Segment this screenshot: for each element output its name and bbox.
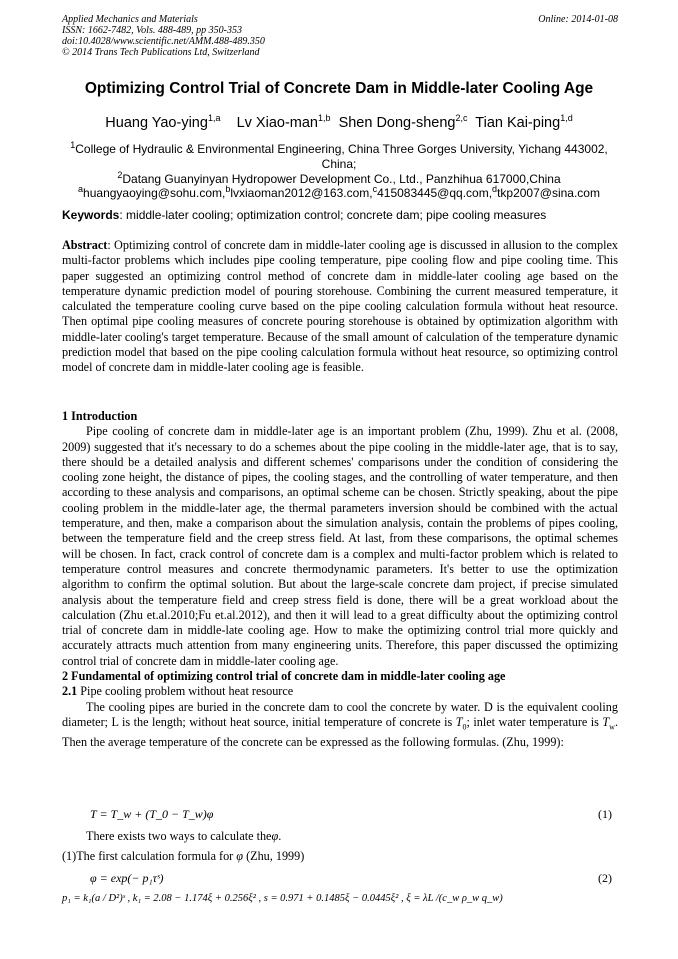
two-ways-line [62, 829, 618, 844]
equation-number: (2) [598, 871, 612, 885]
affiliation-text: College of Hydraulic & Environmental Engineering, China Three Gorges University, Yichang 443002, China; [75, 142, 608, 171]
equation-2 [62, 871, 618, 889]
abstract-text: : Optimizing control of concrete dam in middle-later cooling age is discussed in allusion to the complex multi-factor problems which includes pipe cooling temperature, pipe cooling flow and pipe cooling time. This paper suggested an optimizing control method of concrete dam in middle-later cooling age based on the temperature dynamic prediction model of pouring storehouse. Combining the current measured temperature, it calculated the temperature cooling curve based on the pipe cooling calculation formula without heat resource. Then optimal pipe cooling measures of concrete pouring storehouse is obtained by optimization algorithm with middle-later cooling's target temperature. Because of the small amount of calculation of the temperature dynamic prediction model that based on the pipe cooling calculation formula without heat resource, so optimizing control model of concrete dam in middle-later cooling age is feasible. [62, 238, 618, 375]
doi-line: doi:10.4028/www.scientific.net/AMM.488-489.350 [62, 36, 265, 47]
symbol-T: T [602, 714, 610, 729]
equation-body: p₁ = k₁(a / D²)ˢ , k₁ = 2.08 − 1.174ξ + 0.256ξ² , s = 0.971 + 0.1485ξ − 0.0445ξ² , ξ = λL /(c_w ρ_w q_w) [62, 893, 503, 904]
first-calc-line [62, 849, 618, 864]
section-heading-introduction: 1 Introduction [62, 409, 138, 423]
author-sup: 1,d [560, 113, 573, 123]
email-link[interactable]: 415083445@qq.com, [377, 186, 493, 200]
affiliation-sup: 1 [70, 140, 76, 150]
author-list [40, 113, 638, 131]
author-name: Shen Dong-sheng [338, 114, 456, 131]
section-2-1-paragraph [62, 700, 618, 750]
email-sup: d [492, 184, 498, 194]
equation-1 [62, 807, 618, 825]
abstract-label: Abstract [62, 238, 108, 252]
subsection-title: Pipe cooling problem without heat resource [77, 684, 294, 699]
affiliation-sup: 2 [117, 170, 123, 180]
keywords-text: : middle-later cooling; optimization control; concrete dam; pipe cooling measures [119, 208, 547, 222]
email-sup: c [372, 184, 378, 194]
section-heading-2: 2 Fundamental of optimizing control trial of concrete dam in middle-later cooling age [62, 669, 506, 684]
online-date: Online: 2014-01-08 [538, 14, 618, 25]
author-name: Huang Yao-ying [105, 114, 208, 131]
paragraph-text: The cooling pipes are buried in the concrete dam to cool the concrete by water. D is the equivalent cooling diameter; L is the length; without heat source, initial temperature of concrete is [62, 699, 618, 729]
running-header [62, 14, 618, 58]
equation-3 [62, 893, 618, 904]
symbol-phi: φ [236, 849, 244, 863]
abstract [62, 238, 618, 376]
journal-name: Applied Mechanics and Materials [62, 14, 198, 25]
keywords-label: Keywords [62, 208, 120, 222]
equation-number: (1) [598, 807, 612, 821]
symbol-T: T [455, 714, 463, 729]
email-link[interactable]: lvxiaoman2012@163.com, [230, 186, 373, 200]
email-sup: b [225, 184, 231, 194]
issn-line: ISSN: 1662-7482, Vols. 488-489, pp 350-353 [62, 25, 242, 36]
paragraph-text: . Then the average temperature of the concrete can be expressed as the following formulas. (Zhu, 1999): [62, 714, 618, 749]
subsection-heading-2-1 [62, 684, 618, 699]
affiliation-text: Datang Guanyinyan Hydropower Development Co., Ltd., Panzhihua 617000,China [122, 172, 561, 186]
author-sup: 1,b [317, 113, 331, 123]
paragraph-text: There exists two ways to calculate the [86, 829, 272, 843]
email-line [40, 182, 638, 201]
paragraph-text: . [278, 829, 282, 843]
author-sup: 2,c [455, 113, 468, 123]
paper-title: Optimizing Control Trial of Concrete Dam in Middle-later Cooling Age [84, 80, 594, 97]
author-name: Tian Kai-ping [475, 114, 561, 131]
author-sup: 1,a [207, 113, 221, 123]
email-link[interactable]: tkp2007@sina.com [497, 186, 600, 200]
symbol-sub: w [609, 722, 615, 732]
symbol-phi: φ [271, 829, 279, 843]
email-sup: a [78, 184, 84, 194]
introduction-paragraph: Pipe cooling of concrete dam in middle-later age is an important problem (Zhu, 1999). Zhu et al. (2008, 2009) suggested that it's necessary to do a schemes about the pipe cooling in the middle-later age, that is to say, there should be a detailed analysis and different schemes' comparisons under the condition of considering the cooling zone height, the distance of pipes, the cooling stages, and the controlling of water temperature, and then according to these analysis and comparisons, an optimal scheme can be chosen. Strictly speaking, about the pipe cooling problem in the middle-later age, the thermal parameters inversion should be combined with the actual temperature, and then, make a comparison about the simulation analysis, contain the problems of pipes cooling, between the temperature field and the creep stress field. At last, from these comparisons, the optimal schemes will be chosen. In fact, crack control of concrete dam is a complex and multi-factor problem which is related to temperature control measures and concrete thermodynamic parameters. It's better to use the optimization algorithm to confirm the optimal solution. But about the large-scale concrete dam project, if precise simulated analysis about the temperature field and creep stress field is done, there will be a great workload about the calculation (Zhu et.al.2010;Fu et.al.2012), and then it will lead to a great difficulty about the optimizing control trial of concrete dam in middle-late cooling age. How to make the optimizing control trial more quickly and accurately attracts much attention from many engineering units. Therefore, this paper discussed the optimizing control trial of concrete dam in middle-later cooling age. [62, 424, 618, 668]
paragraph-text: (Zhu, 1999) [243, 849, 305, 863]
symbol-sub: 0 [462, 722, 467, 732]
copyright-line: © 2014 Trans Tech Publications Ltd, Switzerland [62, 47, 260, 58]
keywords [62, 208, 618, 222]
affiliation-1 [60, 138, 618, 172]
introduction-section [62, 409, 618, 750]
equation-body: φ = exp(− p₁τˢ) [90, 871, 164, 885]
equation-body: T = T_w + (T_0 − T_w)φ [90, 807, 214, 821]
subsection-number: 2.1 [62, 684, 78, 699]
paragraph-text: (1)The first calculation formula for [62, 849, 237, 863]
author-name: Lv Xiao-man [236, 114, 318, 131]
paragraph-text: ; inlet water temperature is [466, 714, 603, 729]
email-link[interactable]: huangyaoying@sohu.com, [83, 186, 226, 200]
